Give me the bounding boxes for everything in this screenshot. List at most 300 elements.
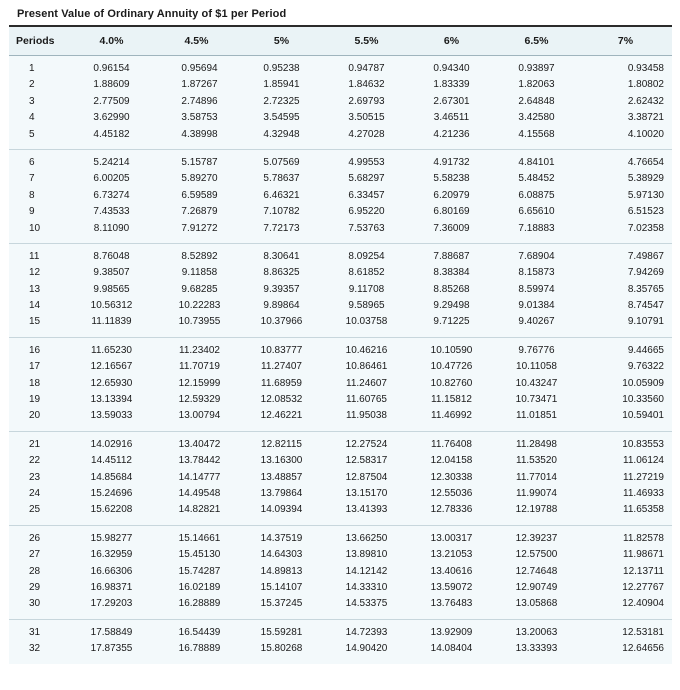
period-cell: 10 bbox=[29, 222, 41, 234]
value-cell: 10.43247 bbox=[515, 377, 558, 389]
value-cell: 12.58317 bbox=[345, 455, 388, 467]
value-cell: 11.27219 bbox=[623, 471, 664, 483]
value-cell: 8.52892 bbox=[181, 250, 218, 262]
period-cell: 2 bbox=[29, 79, 35, 91]
table-row bbox=[9, 502, 672, 518]
value-cell: 7.88687 bbox=[433, 250, 470, 262]
value-cell: 10.82760 bbox=[430, 377, 473, 389]
value-cell: 15.74287 bbox=[178, 565, 221, 577]
value-cell: 9.11858 bbox=[181, 267, 218, 279]
table-row bbox=[9, 625, 672, 641]
value-cell: 15.37245 bbox=[260, 598, 303, 610]
value-cell: 3.46511 bbox=[433, 112, 470, 124]
value-cell: 11.24607 bbox=[346, 377, 387, 389]
value-cell: 7.18883 bbox=[518, 222, 555, 234]
period-cell: 31 bbox=[29, 626, 41, 638]
period-cell: 5 bbox=[29, 128, 35, 140]
value-cell: 17.87355 bbox=[90, 643, 133, 655]
table-row bbox=[9, 249, 672, 265]
table-row bbox=[9, 470, 672, 486]
value-cell: 0.93458 bbox=[627, 63, 664, 74]
value-cell: 0.95694 bbox=[181, 63, 218, 74]
value-cell: 11.65358 bbox=[623, 504, 664, 516]
value-cell: 12.04158 bbox=[430, 455, 473, 467]
value-cell: 12.27767 bbox=[622, 581, 664, 593]
value-cell: 1.84632 bbox=[348, 79, 385, 91]
value-cell: 13.89810 bbox=[345, 549, 388, 561]
value-cell: 8.30641 bbox=[263, 250, 300, 262]
value-cell: 11.99074 bbox=[516, 487, 557, 499]
value-cell: 4.32948 bbox=[263, 128, 300, 140]
period-cell: 28 bbox=[29, 565, 41, 577]
value-cell: 4.10020 bbox=[627, 128, 664, 140]
value-cell: 4.91732 bbox=[433, 156, 470, 168]
value-cell: 11.01851 bbox=[516, 410, 557, 422]
value-cell: 14.09394 bbox=[260, 504, 303, 516]
row-group bbox=[9, 432, 672, 526]
value-cell: 10.47726 bbox=[430, 361, 473, 373]
period-cell: 13 bbox=[29, 283, 41, 295]
period-cell: 4 bbox=[29, 112, 35, 124]
value-cell: 13.00317 bbox=[430, 532, 473, 544]
value-cell: 17.58849 bbox=[90, 626, 133, 638]
value-cell: 16.98371 bbox=[90, 581, 133, 593]
value-cell: 12.87504 bbox=[345, 471, 388, 483]
table-row bbox=[9, 221, 672, 237]
value-cell: 12.13711 bbox=[623, 565, 664, 577]
value-cell: 9.01384 bbox=[518, 300, 555, 312]
value-cell: 7.72173 bbox=[263, 222, 300, 234]
value-cell: 4.45182 bbox=[93, 128, 130, 140]
value-cell: 8.11090 bbox=[93, 222, 130, 234]
value-cell: 5.15787 bbox=[181, 156, 218, 168]
value-cell: 16.02189 bbox=[178, 581, 221, 593]
value-cell: 8.74547 bbox=[627, 300, 664, 312]
period-cell: 26 bbox=[29, 532, 41, 544]
value-cell: 9.71225 bbox=[433, 316, 470, 328]
period-cell: 9 bbox=[29, 206, 35, 218]
value-cell: 6.08875 bbox=[518, 189, 555, 201]
value-cell: 10.83777 bbox=[260, 344, 303, 356]
value-cell: 5.48452 bbox=[518, 173, 555, 185]
period-cell: 24 bbox=[29, 487, 41, 499]
value-cell: 16.32959 bbox=[90, 549, 133, 561]
value-cell: 14.89813 bbox=[260, 565, 303, 577]
value-cell: 11.70719 bbox=[179, 361, 220, 373]
annuity-table bbox=[9, 3, 672, 690]
header-row bbox=[9, 27, 672, 56]
value-cell: 14.82821 bbox=[178, 504, 221, 516]
period-cell: 29 bbox=[29, 581, 41, 593]
value-cell: 17.29203 bbox=[90, 598, 133, 610]
value-cell: 1.88609 bbox=[93, 79, 130, 91]
value-cell: 10.03758 bbox=[345, 316, 388, 328]
table-row bbox=[9, 641, 672, 657]
value-cell: 14.37519 bbox=[260, 532, 303, 544]
value-cell: 7.53763 bbox=[348, 222, 385, 234]
value-cell: 13.13394 bbox=[90, 394, 133, 406]
period-cell: 11 bbox=[29, 250, 40, 262]
value-cell: 5.24214 bbox=[93, 156, 130, 168]
table-row bbox=[9, 282, 672, 298]
value-cell: 4.76654 bbox=[627, 156, 664, 168]
value-cell: 2.62432 bbox=[627, 95, 664, 107]
value-cell: 12.19788 bbox=[515, 504, 558, 516]
value-cell: 10.05909 bbox=[622, 377, 664, 389]
value-cell: 4.84101 bbox=[518, 156, 555, 168]
value-cell: 9.89864 bbox=[263, 300, 300, 312]
value-cell: 5.97130 bbox=[627, 189, 664, 201]
period-cell: 21 bbox=[29, 438, 41, 450]
value-cell: 10.83553 bbox=[622, 438, 664, 450]
value-cell: 12.59329 bbox=[178, 394, 221, 406]
value-cell: 7.36009 bbox=[433, 222, 470, 234]
value-cell: 11.53520 bbox=[516, 455, 557, 467]
value-cell: 13.48857 bbox=[260, 471, 303, 483]
value-cell: 13.79864 bbox=[260, 487, 303, 499]
value-cell: 12.15999 bbox=[178, 377, 221, 389]
value-cell: 12.16567 bbox=[90, 361, 133, 373]
period-cell: 23 bbox=[29, 471, 41, 483]
table-row bbox=[9, 155, 672, 171]
value-cell: 11.46992 bbox=[431, 410, 472, 422]
value-cell: 10.46216 bbox=[345, 344, 388, 356]
value-cell: 13.41393 bbox=[345, 504, 388, 516]
table-row bbox=[9, 343, 672, 359]
table-row bbox=[9, 188, 672, 204]
value-cell: 13.15170 bbox=[345, 487, 388, 499]
value-cell: 1.82063 bbox=[518, 79, 555, 91]
value-cell: 9.11708 bbox=[348, 283, 385, 295]
value-cell: 5.68297 bbox=[348, 173, 385, 185]
value-cell: 6.20979 bbox=[433, 189, 470, 201]
value-cell: 13.20063 bbox=[515, 626, 558, 638]
value-cell: 12.53181 bbox=[622, 626, 664, 638]
column-header-rate: 5.5% bbox=[354, 35, 379, 47]
row-group bbox=[9, 244, 672, 338]
value-cell: 3.62990 bbox=[93, 112, 130, 124]
value-cell: 3.38721 bbox=[627, 112, 664, 124]
value-cell: 0.94787 bbox=[348, 63, 385, 74]
period-cell: 30 bbox=[29, 598, 41, 610]
table-row bbox=[9, 547, 672, 563]
value-cell: 12.74648 bbox=[515, 565, 558, 577]
value-cell: 7.94269 bbox=[627, 267, 664, 279]
value-cell: 10.56312 bbox=[90, 300, 133, 312]
value-cell: 12.27524 bbox=[345, 438, 388, 450]
value-cell: 11.46933 bbox=[623, 487, 664, 499]
value-cell: 10.37966 bbox=[260, 316, 303, 328]
value-cell: 8.76048 bbox=[93, 250, 130, 262]
value-cell: 6.59589 bbox=[181, 189, 218, 201]
value-cell: 8.61852 bbox=[348, 267, 385, 279]
value-cell: 16.66306 bbox=[90, 565, 133, 577]
value-cell: 8.09254 bbox=[348, 250, 385, 262]
row-group bbox=[9, 526, 672, 620]
period-cell: 32 bbox=[29, 643, 41, 655]
value-cell: 13.78442 bbox=[178, 455, 221, 467]
value-cell: 2.64848 bbox=[518, 95, 555, 107]
value-cell: 7.02358 bbox=[627, 222, 664, 234]
value-cell: 8.85268 bbox=[433, 283, 470, 295]
table-title: Present Value of Ordinary Annuity of $1 per Period bbox=[9, 3, 672, 27]
value-cell: 11.06124 bbox=[623, 455, 664, 467]
period-cell: 27 bbox=[29, 549, 41, 561]
period-cell: 17 bbox=[29, 361, 41, 373]
value-cell: 9.76322 bbox=[627, 361, 664, 373]
value-cell: 12.55036 bbox=[430, 487, 473, 499]
value-cell: 1.85941 bbox=[263, 79, 300, 91]
value-cell: 12.40904 bbox=[622, 598, 664, 610]
period-cell: 8 bbox=[29, 189, 35, 201]
value-cell: 10.86461 bbox=[345, 361, 388, 373]
table-row bbox=[9, 77, 672, 93]
value-cell: 14.14777 bbox=[178, 471, 221, 483]
value-cell: 1.87267 bbox=[181, 79, 218, 91]
value-cell: 2.67301 bbox=[433, 95, 470, 107]
row-group bbox=[9, 150, 672, 244]
value-cell: 8.86325 bbox=[263, 267, 300, 279]
value-cell: 0.93897 bbox=[518, 63, 555, 74]
value-cell: 13.40472 bbox=[178, 438, 221, 450]
value-cell: 10.11058 bbox=[516, 361, 557, 373]
value-cell: 7.26879 bbox=[181, 206, 218, 218]
value-cell: 16.54439 bbox=[178, 626, 221, 638]
value-cell: 11.15812 bbox=[431, 394, 472, 406]
value-cell: 8.15873 bbox=[518, 267, 555, 279]
value-cell: 13.21053 bbox=[430, 549, 473, 561]
value-cell: 12.08532 bbox=[260, 394, 303, 406]
period-cell: 6 bbox=[29, 156, 35, 168]
value-cell: 15.98277 bbox=[90, 532, 133, 544]
value-cell: 15.45130 bbox=[178, 549, 221, 561]
value-cell: 7.91272 bbox=[181, 222, 218, 234]
value-cell: 15.14661 bbox=[178, 532, 221, 544]
period-cell: 1 bbox=[29, 63, 35, 74]
value-cell: 9.58965 bbox=[348, 300, 385, 312]
table-row bbox=[9, 596, 672, 612]
value-cell: 0.94340 bbox=[433, 63, 470, 74]
table-row bbox=[9, 531, 672, 547]
value-cell: 14.64303 bbox=[260, 549, 303, 561]
value-cell: 9.10791 bbox=[627, 316, 664, 328]
value-cell: 13.66250 bbox=[345, 532, 388, 544]
column-header-rate: 4.0% bbox=[99, 35, 124, 47]
table-row bbox=[9, 171, 672, 187]
table-row bbox=[9, 204, 672, 220]
value-cell: 10.33560 bbox=[622, 394, 664, 406]
row-group bbox=[9, 338, 672, 432]
column-header-rate: 6.5% bbox=[524, 35, 549, 47]
value-cell: 12.39237 bbox=[515, 532, 558, 544]
value-cell: 15.80268 bbox=[260, 643, 303, 655]
value-cell: 13.00794 bbox=[178, 410, 221, 422]
value-cell: 3.58753 bbox=[181, 112, 218, 124]
value-cell: 14.49548 bbox=[178, 487, 221, 499]
table-row bbox=[9, 408, 672, 424]
value-cell: 7.49867 bbox=[627, 250, 664, 262]
period-cell: 18 bbox=[29, 377, 41, 389]
period-cell: 16 bbox=[29, 344, 41, 356]
value-cell: 2.69793 bbox=[348, 95, 385, 107]
table-row bbox=[9, 392, 672, 408]
value-cell: 12.65930 bbox=[90, 377, 133, 389]
table-row bbox=[9, 564, 672, 580]
value-cell: 4.21236 bbox=[433, 128, 470, 140]
value-cell: 6.65610 bbox=[518, 206, 555, 218]
value-cell: 5.89270 bbox=[181, 173, 218, 185]
value-cell: 12.64656 bbox=[622, 643, 664, 655]
value-cell: 14.90420 bbox=[345, 643, 388, 655]
value-cell: 11.68959 bbox=[261, 377, 302, 389]
value-cell: 10.73471 bbox=[515, 394, 558, 406]
row-group bbox=[9, 56, 672, 150]
table-row bbox=[9, 486, 672, 502]
value-cell: 0.96154 bbox=[93, 63, 130, 74]
value-cell: 6.51523 bbox=[627, 206, 664, 218]
value-cell: 1.83339 bbox=[433, 79, 470, 91]
value-cell: 15.62208 bbox=[90, 504, 133, 516]
value-cell: 3.54595 bbox=[263, 112, 300, 124]
value-cell: 2.77509 bbox=[93, 95, 130, 107]
value-cell: 2.74896 bbox=[181, 95, 218, 107]
value-cell: 13.16300 bbox=[260, 455, 303, 467]
value-cell: 15.24696 bbox=[90, 487, 133, 499]
value-cell: 4.15568 bbox=[518, 128, 555, 140]
value-cell: 12.78336 bbox=[430, 504, 473, 516]
table-row bbox=[9, 265, 672, 281]
period-cell: 7 bbox=[29, 173, 35, 185]
table-row bbox=[9, 61, 672, 77]
value-cell: 15.59281 bbox=[260, 626, 303, 638]
period-cell: 3 bbox=[29, 95, 35, 107]
table-row bbox=[9, 359, 672, 375]
value-cell: 7.68904 bbox=[518, 250, 555, 262]
value-cell: 9.40267 bbox=[518, 316, 555, 328]
value-cell: 11.65230 bbox=[91, 344, 132, 356]
period-cell: 22 bbox=[29, 455, 41, 467]
value-cell: 8.59974 bbox=[518, 283, 555, 295]
value-cell: 14.45112 bbox=[91, 455, 132, 467]
value-cell: 9.68285 bbox=[181, 283, 218, 295]
value-cell: 4.27028 bbox=[348, 128, 385, 140]
column-header-rate: 5% bbox=[273, 35, 290, 47]
value-cell: 5.58238 bbox=[433, 173, 470, 185]
period-cell: 19 bbox=[29, 394, 41, 406]
value-cell: 6.46321 bbox=[263, 189, 300, 201]
value-cell: 9.44665 bbox=[627, 344, 664, 356]
table-row bbox=[9, 453, 672, 469]
value-cell: 3.50515 bbox=[348, 112, 385, 124]
value-cell: 8.35765 bbox=[627, 283, 664, 295]
value-cell: 14.12142 bbox=[345, 565, 388, 577]
table-row bbox=[9, 94, 672, 110]
period-cell: 25 bbox=[29, 504, 41, 516]
value-cell: 10.59401 bbox=[622, 410, 664, 422]
value-cell: 7.43533 bbox=[93, 206, 130, 218]
period-cell: 20 bbox=[29, 410, 41, 422]
table-row bbox=[9, 314, 672, 330]
value-cell: 3.42580 bbox=[518, 112, 555, 124]
value-cell: 9.76776 bbox=[518, 344, 555, 356]
value-cell: 14.33310 bbox=[345, 581, 388, 593]
value-cell: 14.85684 bbox=[90, 471, 133, 483]
value-cell: 10.22283 bbox=[178, 300, 221, 312]
value-cell: 2.72325 bbox=[263, 95, 300, 107]
value-cell: 9.38507 bbox=[93, 267, 130, 279]
value-cell: 6.00205 bbox=[93, 173, 130, 185]
value-cell: 11.23402 bbox=[179, 344, 220, 356]
value-cell: 11.60765 bbox=[346, 394, 387, 406]
value-cell: 6.95220 bbox=[348, 206, 385, 218]
value-cell: 10.73955 bbox=[178, 316, 221, 328]
value-cell: 14.53375 bbox=[345, 598, 388, 610]
value-cell: 14.02916 bbox=[90, 438, 133, 450]
value-cell: 10.10590 bbox=[430, 344, 473, 356]
table-body bbox=[9, 56, 672, 664]
table-row bbox=[9, 110, 672, 126]
period-cell: 15 bbox=[29, 316, 41, 328]
row-group bbox=[9, 620, 672, 664]
value-cell: 13.92909 bbox=[430, 626, 473, 638]
column-header-periods: Periods bbox=[16, 35, 55, 47]
value-cell: 5.38929 bbox=[627, 173, 664, 185]
value-cell: 12.57500 bbox=[515, 549, 558, 561]
value-cell: 5.07569 bbox=[263, 156, 300, 168]
column-header-rate: 7% bbox=[617, 35, 634, 47]
value-cell: 13.76483 bbox=[430, 598, 473, 610]
table-row bbox=[9, 580, 672, 596]
value-cell: 9.39357 bbox=[263, 283, 300, 295]
value-cell: 7.10782 bbox=[263, 206, 300, 218]
value-cell: 6.33457 bbox=[348, 189, 385, 201]
value-cell: 13.05868 bbox=[515, 598, 558, 610]
value-cell: 9.98565 bbox=[93, 283, 130, 295]
period-cell: 12 bbox=[29, 267, 41, 279]
value-cell: 12.30338 bbox=[430, 471, 473, 483]
value-cell: 11.77014 bbox=[516, 471, 557, 483]
value-cell: 11.98671 bbox=[623, 549, 664, 561]
column-header-rate: 4.5% bbox=[184, 35, 209, 47]
value-cell: 15.14107 bbox=[260, 581, 303, 593]
value-cell: 12.82115 bbox=[261, 438, 302, 450]
value-cell: 13.59072 bbox=[430, 581, 473, 593]
value-cell: 13.59033 bbox=[90, 410, 133, 422]
value-cell: 1.80802 bbox=[627, 79, 664, 91]
column-header-rate: 6% bbox=[443, 35, 460, 47]
value-cell: 0.95238 bbox=[263, 63, 300, 74]
value-cell: 4.99553 bbox=[348, 156, 385, 168]
value-cell: 14.72393 bbox=[345, 626, 388, 638]
value-cell: 5.78637 bbox=[263, 173, 300, 185]
table-row bbox=[9, 376, 672, 392]
value-cell: 11.28498 bbox=[516, 438, 557, 450]
value-cell: 6.80169 bbox=[433, 206, 470, 218]
value-cell: 13.40616 bbox=[430, 565, 473, 577]
value-cell: 11.82578 bbox=[623, 532, 664, 544]
period-cell: 14 bbox=[29, 300, 41, 312]
value-cell: 11.95038 bbox=[346, 410, 387, 422]
value-cell: 14.08404 bbox=[430, 643, 473, 655]
value-cell: 6.73274 bbox=[93, 189, 130, 201]
value-cell: 11.76408 bbox=[431, 438, 472, 450]
value-cell: 13.33393 bbox=[515, 643, 558, 655]
table-row bbox=[9, 127, 672, 143]
value-cell: 16.28889 bbox=[178, 598, 221, 610]
value-cell: 8.38384 bbox=[433, 267, 470, 279]
value-cell: 12.90749 bbox=[515, 581, 558, 593]
table-row bbox=[9, 298, 672, 314]
